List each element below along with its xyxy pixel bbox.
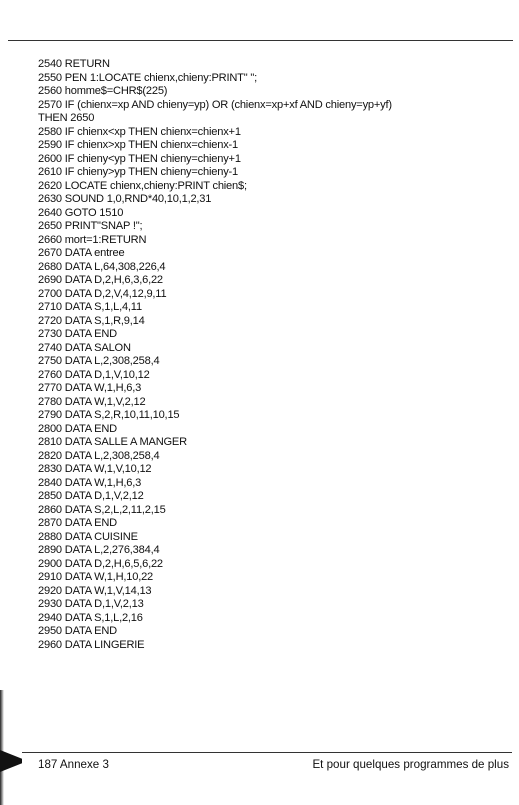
code-line: 2870 DATA END xyxy=(38,517,117,529)
code-line: 2610 IF chieny>yp THEN chieny=chieny-1 xyxy=(38,166,239,178)
code-line: 2850 DATA D,1,V,2,12 xyxy=(38,490,144,502)
code-line: 2600 IF chieny<yp THEN chieny=chieny+1 xyxy=(38,152,241,165)
code-line: 2930 DATA D,1,V,2,13 xyxy=(38,598,144,610)
code-line: 2540 RETURN xyxy=(38,58,110,70)
code-line: 2750 DATA L,2,308,258,4 xyxy=(38,355,160,367)
code-line: 2920 DATA W,1,V,14,13 xyxy=(38,584,152,597)
code-line: 2550 PEN 1:LOCATE chienx,chieny:PRINT" "; xyxy=(38,71,257,84)
code-line: 2880 DATA CUISINE xyxy=(38,530,138,543)
code-line: 2780 DATA W,1,V,2,12 xyxy=(38,395,146,408)
footer-running-title: Et pour quelques programmes de plus xyxy=(312,758,509,771)
code-line: 2960 DATA LINGERIE xyxy=(38,638,145,651)
code-line: 2890 DATA L,2,276,384,4 xyxy=(38,544,160,556)
code-line: 2710 DATA S,1,L,4,11 xyxy=(38,301,142,313)
code-line: THEN 2650 xyxy=(38,112,95,124)
code-line: 2790 DATA S,2,R,10,11,10,15 xyxy=(38,409,180,421)
code-line: 2820 DATA L,2,308,258,4 xyxy=(38,449,160,462)
code-line: 2560 homme$=CHR$(225) xyxy=(38,85,168,97)
page-binding-shadow xyxy=(0,690,4,805)
code-line: 2910 DATA W,1,H,10,22 xyxy=(38,571,154,583)
code-line: 2580 IF chienx<xp THEN chienx=chienx+1 xyxy=(38,125,241,138)
code-line: 2720 DATA S,1,R,9,14 xyxy=(38,314,145,327)
code-line: 2800 DATA END xyxy=(38,422,117,435)
page-corner-mark xyxy=(0,750,22,772)
code-line: 2950 DATA END xyxy=(38,625,117,637)
code-line: 2630 SOUND 1,0,RND*40,10,1,2,31 xyxy=(38,193,212,205)
code-line: 2740 DATA SALON xyxy=(38,341,131,354)
code-line: 2640 GOTO 1510 xyxy=(38,206,124,219)
code-line: 2650 PRINT"SNAP !"; xyxy=(38,220,143,232)
code-line: 2700 DATA D,2,V,4,12,9,11 xyxy=(38,287,167,300)
code-line: 2900 DATA D,2,H,6,5,6,22 xyxy=(38,557,163,570)
code-line: 2860 DATA S,2,L,2,11,2,15 xyxy=(38,503,166,516)
code-line: 2660 mort=1:RETURN xyxy=(38,233,147,246)
code-line: 2840 DATA W,1,H,6,3 xyxy=(38,476,142,489)
basic-program-listing xyxy=(38,58,508,652)
code-line: 2590 IF chienx>xp THEN chienx=chienx-1 xyxy=(38,139,239,151)
code-line: 2830 DATA W,1,V,10,12 xyxy=(38,463,152,475)
code-line: 2690 DATA D,2,H,6,3,6,22 xyxy=(38,274,163,286)
code-line: 2670 DATA entree xyxy=(38,247,125,259)
code-line: 2760 DATA D,1,V,10,12 xyxy=(38,368,150,381)
code-line: 2770 DATA W,1,H,6,3 xyxy=(38,382,142,394)
bottom-rule xyxy=(22,752,512,753)
code-line: 2680 DATA L,64,308,226,4 xyxy=(38,260,166,273)
code-line: 2940 DATA S,1,L,2,16 xyxy=(38,611,143,624)
top-rule xyxy=(8,40,513,41)
code-line: 2810 DATA SALLE A MANGER xyxy=(38,436,187,448)
code-line: 2620 LOCATE chienx,chieny:PRINT chien$; xyxy=(38,179,247,192)
code-line: 2570 IF (chienx=xp AND chieny=yp) OR (chienx=xp+xf AND chieny=yp+yf) xyxy=(38,98,392,111)
code-line: 2730 DATA END xyxy=(38,328,117,340)
footer-page-section: 187 Annexe 3 xyxy=(38,758,109,771)
